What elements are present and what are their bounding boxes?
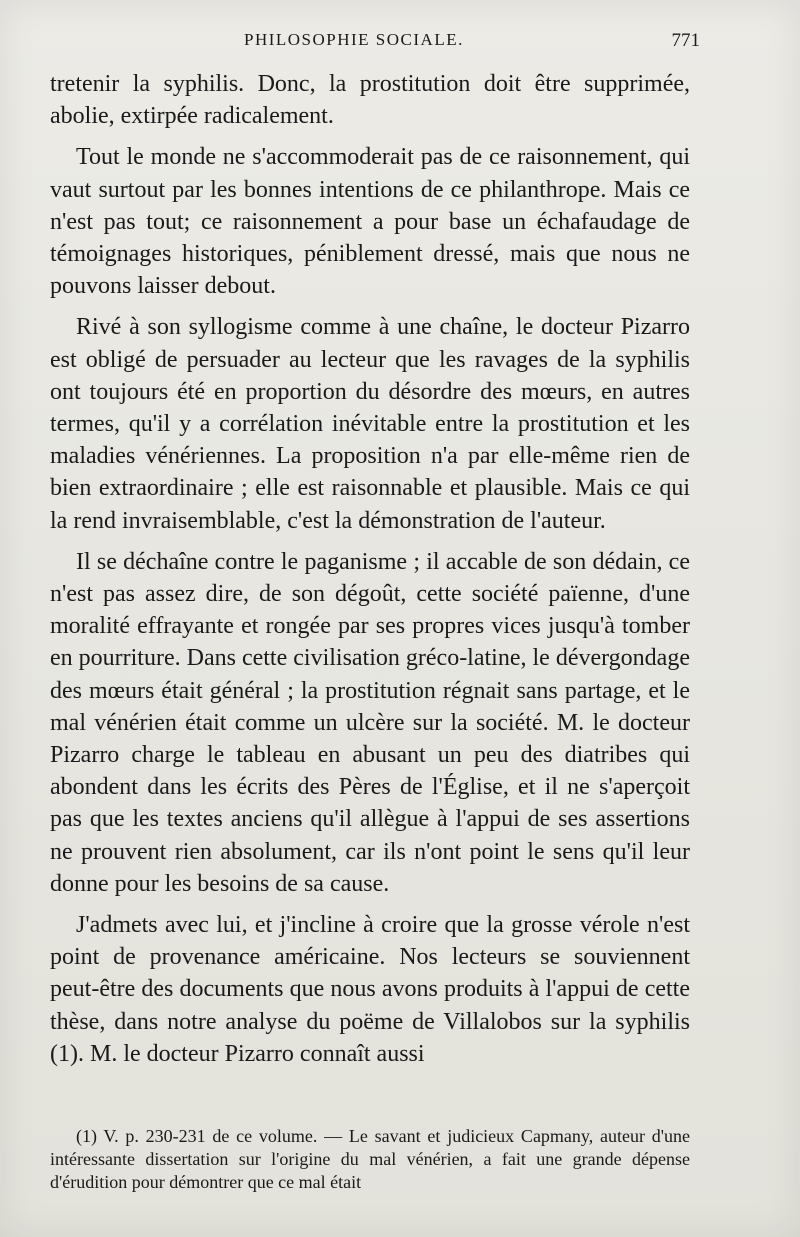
paragraph-2: Tout le monde ne s'accommoderait pas de ce raisonnement, qui vaut surtout par les bonnes intentions de ce philanthrope. Mais ce n'est pas tout; ce raisonnement a pour base un échafaudage de témoignages historiques, péniblement dressé, mais que nous ne pouvons laisser debout. bbox=[50, 144, 690, 300]
paragraph-1: tretenir la syphilis. Donc, la prostitution doit être supprimée, abolie, extirpée radicalement. bbox=[50, 71, 690, 130]
page-header bbox=[50, 30, 700, 58]
paragraph-4: Il se déchaîne contre le paganisme ; il accable de son dédain, ce n'est pas assez dire, de son dégoût, cette société païenne, d'une moralité effrayante et rongée par ses propres vices jusqu'à tomber en pourriture. Dans cette civilisation gréco-latine, le dévergondage des mœurs était général ; la prostitution régnait sans partage, et le mal vénérien était comme un ulcère sur la société. M. le docteur Pizarro charge le tableau en abusant un peu des diatribes qui abondent dans les écrits des Pères de l'Église, et il ne s'aperçoit pas que les textes anciens qu'il allègue à l'appui de ses assertions ne prouvent rien absolument, car ils n'ont point le sens qu'il leur donne pour les besoins de sa cause. bbox=[50, 548, 690, 897]
running-head: PHILOSOPHIE SOCIALE. bbox=[244, 30, 464, 49]
paragraph-3: Rivé à son syllogisme comme à une chaîne, le docteur Pizarro est obligé de persuader au lecteur que les ravages de la syphilis ont toujours été en proportion du désordre des mœurs, en autres termes, qu'il y a corrélation inévitable entre la prostitution et les maladies vénériennes. La proposition n'a par elle-même rien de bien extraordinaire ; elle est raisonnable et plausible. Mais ce qui la rend invraisemblable, c'est la démonstration de l'auteur. bbox=[50, 314, 690, 534]
body-text bbox=[50, 68, 690, 1070]
page-number: 771 bbox=[671, 30, 700, 51]
footnote bbox=[50, 1125, 690, 1194]
footnote-text: (1) V. p. 230-231 de ce volume. — Le savant et judicieux Capmany, auteur d'une intéressante dissertation sur l'origine du mal vénérien, a fait une grande dépense d'érudition pour démontrer que ce mal était bbox=[50, 1126, 690, 1192]
paragraph-5: J'admets avec lui, et j'incline à croire que la grosse vérole n'est point de provenance américaine. Nos lecteurs se souviennent peut-être des documents que nous avons produits à l'appui de cette thèse, dans notre analyse du poëme de Villalobos sur la syphilis (1). M. le docteur Pizarro connaît aussi bbox=[50, 912, 690, 1067]
